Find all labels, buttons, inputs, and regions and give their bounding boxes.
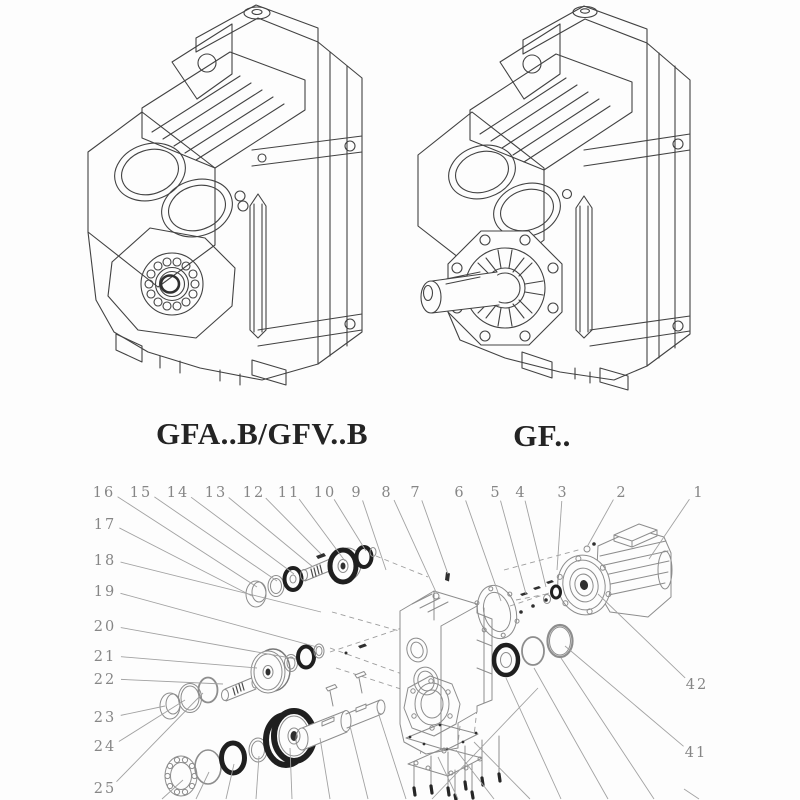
callout-25: 25 — [93, 781, 117, 797]
leader-line-15 — [154, 497, 277, 581]
output-bearing-rings — [494, 625, 573, 675]
callout-21: 21 — [93, 649, 117, 665]
callout-9: 9 — [351, 485, 363, 501]
intermediate-shaft-parts — [160, 644, 367, 720]
gearbox-right-drawing — [418, 6, 690, 390]
leader-line-8 — [394, 500, 436, 592]
callout-2: 2 — [616, 485, 628, 501]
callout-16: 16 — [92, 485, 116, 501]
callout-7: 7 — [410, 485, 422, 501]
leader-line-20 — [121, 628, 296, 659]
cutoff-leader-16 — [684, 789, 699, 799]
cutoff-leader-12 — [506, 678, 561, 799]
callout-17: 17 — [93, 517, 117, 533]
callout-8: 8 — [381, 485, 393, 501]
leader-line-22 — [121, 679, 223, 684]
callout-11: 11 — [277, 485, 301, 501]
cutoff-leader-2 — [196, 772, 209, 799]
callout-13: 13 — [204, 485, 228, 501]
leader-line-23 — [121, 706, 165, 715]
callout-6: 6 — [454, 485, 466, 501]
leader-line-21 — [121, 657, 257, 668]
leader-line-41 — [565, 646, 684, 746]
leader-line-11 — [299, 499, 345, 561]
callout-1: 1 — [693, 485, 705, 501]
cutoff-leader-14 — [561, 658, 654, 799]
gearbox-left-drawing — [88, 5, 362, 385]
callout-24: 24 — [93, 739, 117, 755]
callout-42: 42 — [685, 677, 709, 693]
leader-line-7 — [422, 500, 448, 574]
cutoff-leader-7 — [350, 726, 368, 799]
leader-line-2 — [587, 500, 613, 547]
model-label-right: GF.. — [513, 418, 571, 453]
cutoff-leader-10 — [456, 750, 494, 799]
leader-line-10 — [334, 499, 366, 551]
leader-line-4 — [525, 501, 546, 587]
callout-19: 19 — [93, 584, 117, 600]
callout-4: 4 — [515, 485, 527, 501]
leader-line-17 — [119, 528, 252, 596]
leader-line-24 — [119, 700, 185, 742]
callout-14: 14 — [166, 485, 190, 501]
callout-22: 22 — [93, 672, 117, 688]
callout-10: 10 — [313, 485, 337, 501]
exploded-view — [93, 485, 708, 800]
motor — [544, 524, 673, 620]
cutoff-leader-13 — [534, 668, 608, 799]
callout-5: 5 — [490, 485, 502, 501]
callout-20: 20 — [93, 619, 117, 635]
cutoff-leader-6 — [320, 738, 330, 799]
leader-line-16 — [118, 497, 257, 587]
model-label-left: GFA..B/GFV..B — [155, 416, 369, 451]
leader-line-6 — [466, 500, 501, 601]
callout-3: 3 — [557, 485, 569, 501]
callout-12: 12 — [242, 485, 266, 501]
leader-line-12 — [266, 498, 321, 554]
callout-41: 41 — [684, 745, 708, 761]
callout-23: 23 — [93, 710, 117, 726]
callout-18: 18 — [93, 553, 117, 569]
leader-line-5 — [501, 501, 526, 594]
leader-line-19 — [120, 593, 317, 647]
callout-15: 15 — [129, 485, 153, 501]
leader-line-3 — [557, 501, 562, 570]
